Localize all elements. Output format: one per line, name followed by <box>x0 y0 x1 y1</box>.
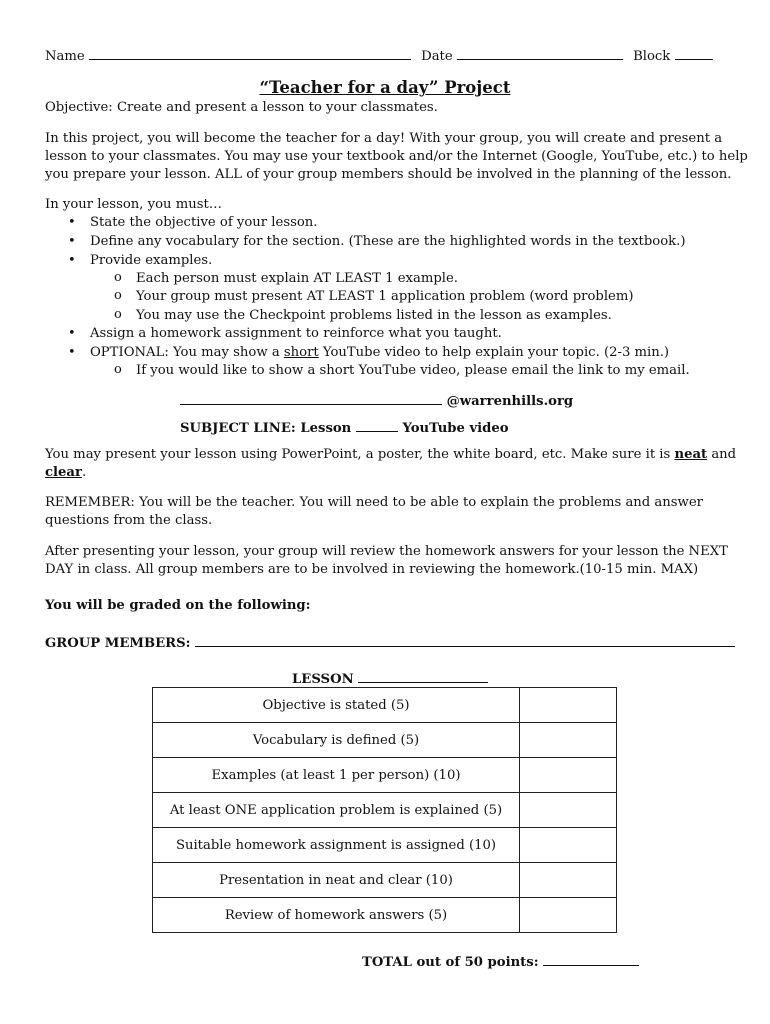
subject-pre: SUBJECT LINE: Lesson <box>180 421 352 436</box>
sub-list-item: If you would like to show a short YouTube video, please email the link to my email. <box>136 363 690 378</box>
table-row <box>153 723 617 758</box>
subject-post: YouTube video <box>402 421 509 436</box>
list-item: Assign a homework assignment to reinforce what you taught. <box>90 326 502 341</box>
bullet-glyph: • <box>68 345 76 360</box>
score-cell[interactable] <box>520 828 617 863</box>
score-cell[interactable] <box>520 863 617 898</box>
criterion-cell: Objective is stated (5) <box>153 688 520 723</box>
present-line <box>45 446 736 464</box>
sub-bullet-glyph: o <box>114 270 122 285</box>
intro-line: you prepare your lesson. ALL of your group members should be involved in the planning of the lesson. <box>45 167 732 182</box>
criterion-cell: Vocabulary is defined (5) <box>153 723 520 758</box>
present-end: . <box>81 465 87 480</box>
name-blank[interactable] <box>89 46 411 60</box>
after-line: After presenting your lesson, your group will review the homework answers for your lesson the NEXT <box>45 544 728 559</box>
present-and: and <box>707 447 737 462</box>
page-title: “Teacher for a day” Project <box>259 78 511 97</box>
intro-line: In this project, you will become the teacher for a day! With your group, you will create and present a <box>45 131 723 146</box>
score-cell[interactable] <box>520 688 617 723</box>
subject-line <box>180 418 509 438</box>
intro-line: lesson to your classmates. You may use your textbook and/or the Internet (Google, YouTube, etc.) to help <box>45 149 748 164</box>
list-item: State the objective of your lesson. <box>90 215 318 230</box>
bullet-glyph: • <box>68 253 76 268</box>
bullet-glyph: • <box>68 215 76 230</box>
list-item <box>90 344 669 362</box>
name-label: Name <box>45 49 85 64</box>
sub-list-item: Your group must present AT LEAST 1 application problem (word problem) <box>136 289 634 304</box>
optional-pre: OPTIONAL: You may show a <box>90 345 284 360</box>
score-cell[interactable] <box>520 793 617 828</box>
email-blank[interactable] <box>180 391 442 405</box>
present-neat: neat <box>674 447 708 462</box>
sub-list-item: Each person must explain AT LEAST 1 example. <box>136 271 458 286</box>
must-label: In your lesson, you must… <box>45 197 222 212</box>
lesson-label: LESSON <box>292 672 354 687</box>
table-row <box>153 898 617 933</box>
score-cell[interactable] <box>520 758 617 793</box>
sub-bullet-glyph: o <box>114 362 122 377</box>
subject-blank[interactable] <box>356 418 398 432</box>
total-label: TOTAL out of 50 points: <box>362 955 539 970</box>
objective-text: Objective: Create and present a lesson to your classmates. <box>45 100 438 115</box>
email-line <box>180 391 573 411</box>
table-row <box>153 863 617 898</box>
optional-post: YouTube video to help explain your topic. (2-3 min.) <box>318 345 670 360</box>
score-cell[interactable] <box>520 723 617 758</box>
present-pre: You may present your lesson using PowerPoint, a poster, the white board, etc. Make sure it is <box>45 447 675 462</box>
table-row <box>153 758 617 793</box>
optional-short: short <box>283 345 319 360</box>
score-cell[interactable] <box>520 898 617 933</box>
present-line <box>45 464 86 482</box>
group-members-blank[interactable] <box>195 633 735 647</box>
date-blank[interactable] <box>457 46 623 60</box>
list-item: Provide examples. <box>90 253 213 268</box>
date-label: Date <box>421 49 453 64</box>
bullet-glyph: • <box>68 326 76 341</box>
criterion-cell: At least ONE application problem is explained (5) <box>153 793 520 828</box>
table-row <box>153 793 617 828</box>
rubric-table <box>152 687 617 933</box>
criterion-cell: Suitable homework assignment is assigned (10) <box>153 828 520 863</box>
criterion-cell: Review of homework answers (5) <box>153 898 520 933</box>
sub-bullet-glyph: o <box>114 307 122 322</box>
email-domain: @warrenhills.org <box>446 394 574 409</box>
graded-heading: You will be graded on the following: <box>45 598 311 613</box>
table-row <box>153 688 617 723</box>
sub-bullet-glyph: o <box>114 288 122 303</box>
present-clear: clear <box>45 465 82 480</box>
remember-line: questions from the class. <box>45 513 213 528</box>
total-blank[interactable] <box>543 952 639 966</box>
block-blank[interactable] <box>675 46 713 60</box>
sub-list-item: You may use the Checkpoint problems listed in the lesson as examples. <box>136 308 612 323</box>
total-row <box>362 952 639 972</box>
after-line: DAY in class. All group members are to be involved in reviewing the homework.(10-15 min. MAX) <box>45 562 699 577</box>
block-label: Block <box>633 49 671 64</box>
group-members-row <box>45 633 735 653</box>
list-item: Define any vocabulary for the section. (These are the highlighted words in the textbook.) <box>90 234 686 249</box>
criterion-cell: Presentation in neat and clear (10) <box>153 863 520 898</box>
remember-line: REMEMBER: You will be the teacher. You will need to be able to explain the problems and answer <box>45 495 703 510</box>
table-row <box>153 828 617 863</box>
header-row <box>45 46 713 66</box>
criterion-cell: Examples (at least 1 per person) (10) <box>153 758 520 793</box>
group-members-label: GROUP MEMBERS: <box>45 636 191 651</box>
bullet-glyph: • <box>68 234 76 249</box>
lesson-row <box>292 669 488 689</box>
lesson-blank[interactable] <box>358 669 488 683</box>
